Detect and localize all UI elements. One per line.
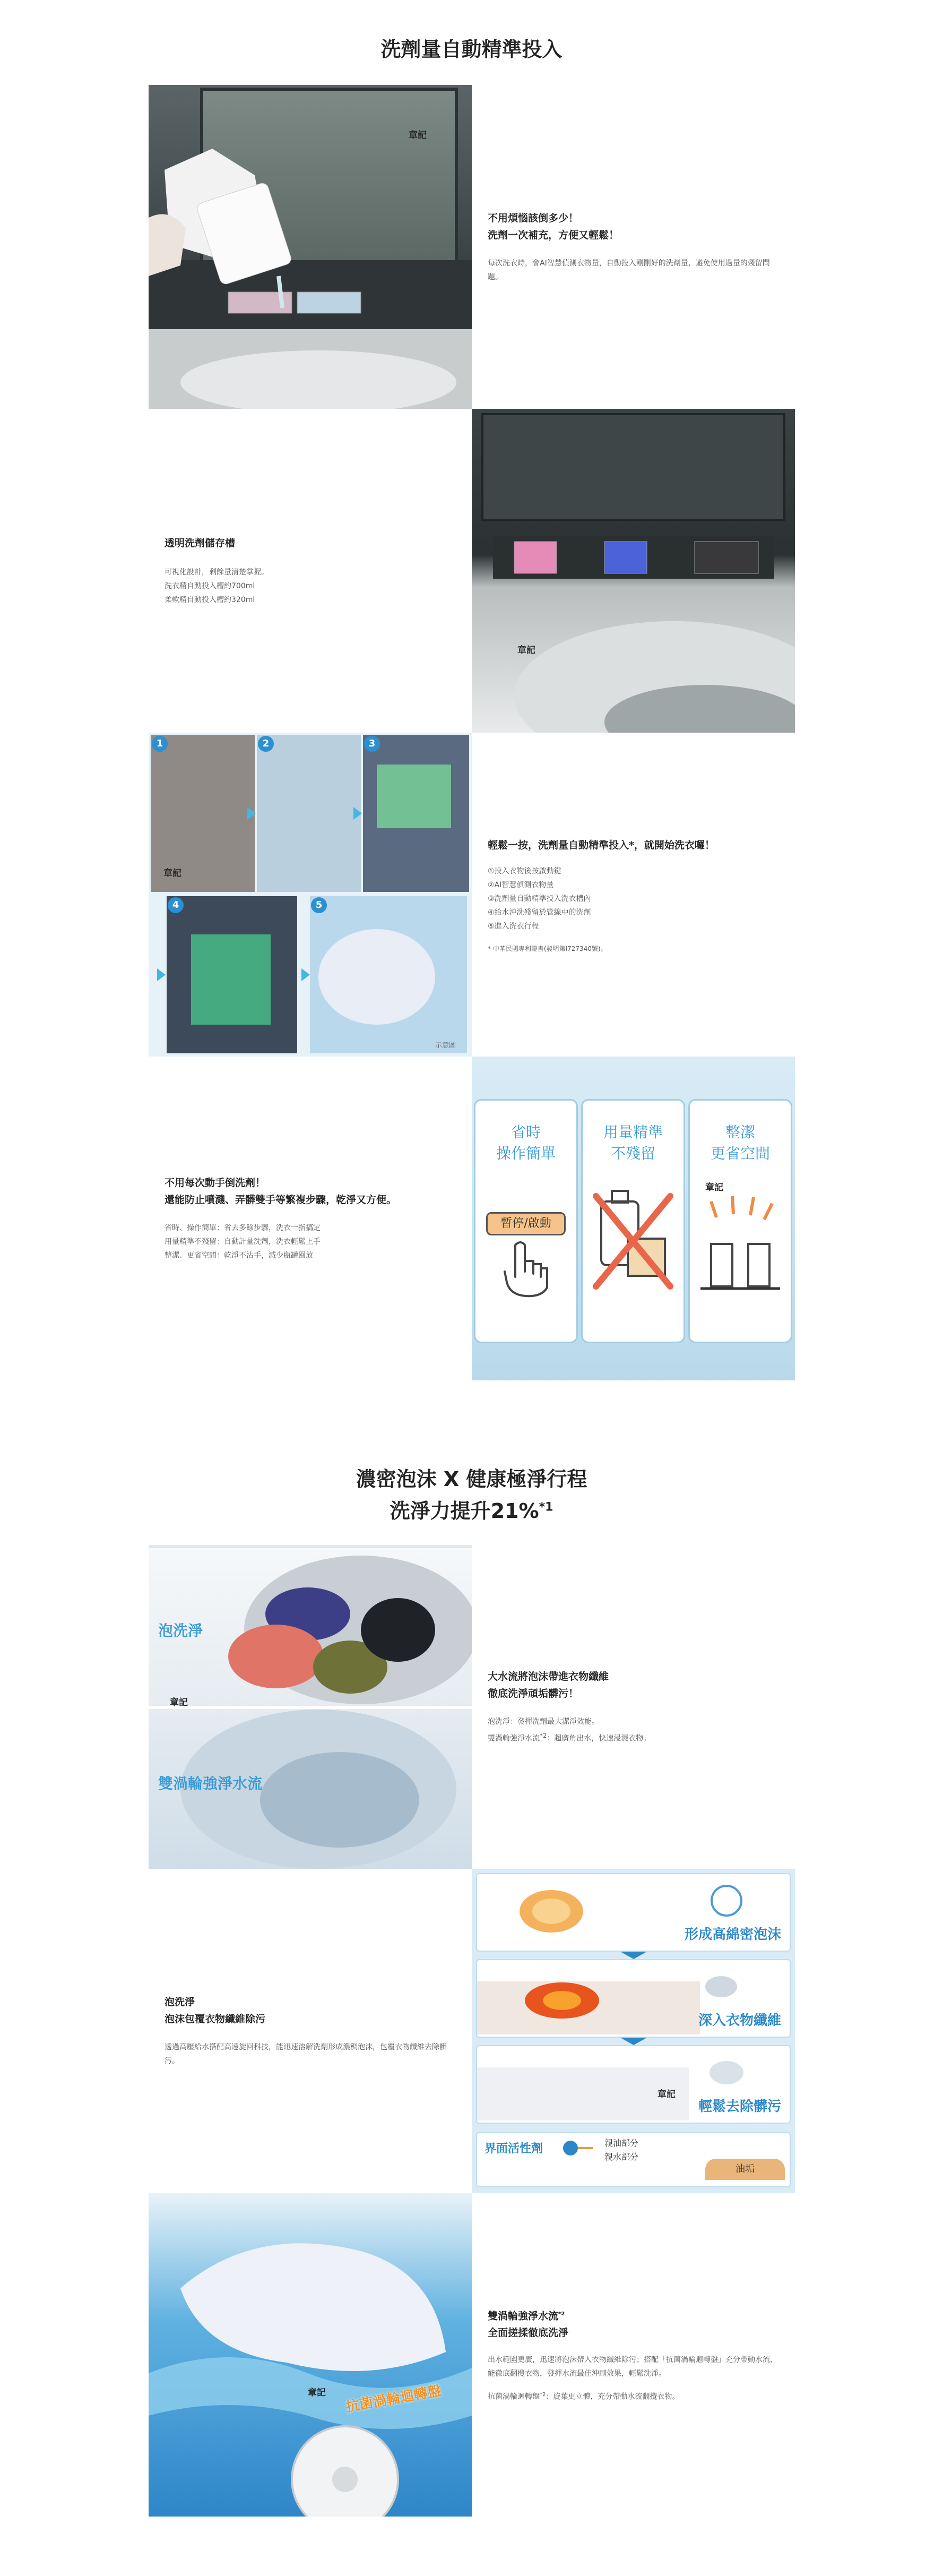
heading-line1: 不用每次動手倒洗劑！ bbox=[165, 1177, 266, 1189]
line2-part1: 雙渦輪強淨水流 bbox=[488, 1734, 540, 1743]
feature-row-foam-wash bbox=[149, 1545, 795, 1869]
surfactant-legend bbox=[476, 2132, 791, 2187]
foam-wash-label: 泡洗淨 bbox=[158, 1622, 203, 1639]
list-item: ③洗劑量自動精準投入洗衣槽內 bbox=[488, 894, 591, 903]
card-line2: 不殘留 bbox=[610, 1145, 655, 1162]
para2-part2: ：旋葉更立體，充分帶動水流翻攪衣物。 bbox=[546, 2392, 680, 2401]
heading-part1: 雙渦輪強淨水流 bbox=[488, 2309, 559, 2322]
step-label: 深入衣物纖維 bbox=[698, 2013, 781, 2029]
body-line1: 泡洗淨：發揮洗劑最大潔淨效能。 bbox=[488, 1718, 599, 1727]
body-text: 透過高壓給水搭配高速旋回科技，能迅速溶解洗劑形成濃稠泡沫，包覆衣物纖維去除髒污。 bbox=[165, 2043, 447, 2065]
para2-part1: 抗菌渦輪迴轉盤 bbox=[488, 2392, 540, 2401]
heading-line1 bbox=[488, 2306, 779, 2324]
heading-line2: 泡沫包覆衣物纖維除污 bbox=[165, 2013, 266, 2025]
feature-row-steps bbox=[149, 733, 795, 1057]
turbo-flow-photo bbox=[149, 2193, 472, 2517]
benefit-card-time bbox=[474, 1099, 578, 1343]
list-item: ②AI智慧偵測衣物量 bbox=[488, 880, 554, 889]
title-footnote: *1 bbox=[539, 1500, 553, 1514]
body-line2: 洗衣精自動投入槽約700ml bbox=[165, 582, 255, 590]
footnote-mark: *2 bbox=[540, 1732, 547, 1740]
list-item: ④給水沖洗殘留於管線中的洗劑 bbox=[488, 908, 591, 917]
body-paragraph1: 出水範圍更廣，迅速將泡沫帶入衣物纖維除污；搭配「抗菌渦輪迴轉盤」充分帶動水流，能徹底翻攪衣物，發揮水流最佳沖刷效果，輕鬆洗淨。 bbox=[488, 2355, 777, 2378]
steps-list bbox=[488, 864, 779, 933]
body-line1: 省時、操作簡單：省去多餘步驟，洗衣一指搞定 bbox=[165, 1224, 321, 1232]
stamp-label: 章記 bbox=[657, 2089, 676, 2100]
step-badge: 5 bbox=[311, 897, 327, 913]
section1-title: 洗劑量自動精準投入 bbox=[380, 38, 563, 61]
body-paragraph2 bbox=[488, 2388, 779, 2404]
card-line1: 用量精準 bbox=[603, 1123, 663, 1141]
section2-title-line2 bbox=[0, 1495, 943, 1524]
heading: 透明洗劑儲存槽 bbox=[165, 537, 236, 549]
footnote-mark: *2 bbox=[558, 2311, 565, 2317]
step-badge: 4 bbox=[168, 897, 184, 913]
card-line1: 整潔 bbox=[725, 1123, 755, 1141]
turbo-pulsator-ribbon: 抗菌渦輪迴轉盤 bbox=[344, 2383, 443, 2416]
process-step-2 bbox=[476, 1959, 791, 2038]
process-step-1 bbox=[476, 1873, 791, 1952]
foam-wash-photo bbox=[149, 1545, 472, 1869]
heading-line1: 不用煩惱該倒多少！ bbox=[488, 212, 579, 224]
foam-process-illustration bbox=[472, 1869, 795, 2193]
turbo-flow-text bbox=[472, 2193, 795, 2517]
body-line3: 整潔、更省空間：乾淨不沾手，減少瓶罐囤放 bbox=[165, 1251, 313, 1260]
card-line2: 操作簡單 bbox=[496, 1145, 556, 1162]
molecule-icon bbox=[562, 2137, 594, 2159]
body-line2: 用量精準不殘留：自動計量洗劑，洗衣輕鬆上手 bbox=[165, 1238, 321, 1246]
detergent-pour-text bbox=[472, 85, 795, 409]
pause-start-button: 暫停/啟動 bbox=[486, 1212, 566, 1235]
heading-line2: 還能防止噴濺、弄髒雙手等繁複步驟，乾淨又方便。 bbox=[165, 1194, 397, 1206]
heading-line2: 徹底洗淨頑垢髒污！ bbox=[488, 1688, 579, 1700]
storage-tank-text bbox=[149, 409, 472, 733]
benefit-card-precise bbox=[581, 1099, 685, 1343]
step-badge: 3 bbox=[364, 736, 380, 752]
step-badge: 2 bbox=[258, 736, 274, 752]
feature-row-turbo-flow bbox=[149, 2193, 795, 2517]
foam-wash-text bbox=[472, 1545, 795, 1869]
heading-line1: 大水流將泡沫帶進衣物纖維 bbox=[488, 1671, 609, 1683]
heading: 輕鬆一按，洗劑量自動精準投入*，就開始洗衣囉！ bbox=[488, 839, 715, 851]
title-text: 洗淨力提升21% bbox=[390, 1499, 539, 1523]
stamp-label: 章記 bbox=[517, 645, 535, 656]
footnote-mark: *2 bbox=[540, 2391, 546, 2398]
step-label: 輕鬆去除髒污 bbox=[698, 2099, 781, 2115]
turbo-flow-label: 雙渦輪強淨水流 bbox=[158, 1775, 263, 1792]
benefits-text bbox=[149, 1057, 472, 1380]
feature-row-detergent-pour bbox=[149, 85, 795, 409]
section2-title-line1: 濃密泡沫 X 健康極淨行程 bbox=[356, 1467, 587, 1491]
body-line3: 柔軟精自動投入槽約320ml bbox=[165, 596, 255, 604]
feature-row-foam-fiber bbox=[149, 1869, 795, 2193]
list-item: ⑤進入洗衣行程 bbox=[488, 922, 539, 931]
stamp-label: 章記 bbox=[409, 130, 427, 141]
stamp-label: 章記 bbox=[308, 2388, 326, 2398]
foam-fiber-text bbox=[149, 1869, 472, 2193]
heading-line1: 泡洗淨 bbox=[165, 1996, 195, 2008]
line2-part2: ：超廣角出水，快速浸濕衣物。 bbox=[547, 1734, 651, 1743]
no-overuse-icon bbox=[591, 1180, 676, 1297]
water-part-label: 親水部分 bbox=[604, 2152, 639, 2162]
steps-collage bbox=[149, 733, 472, 1057]
heading-line2: 洗劑一次補充，方便又輕鬆！ bbox=[488, 229, 619, 241]
detergent-pour-photo bbox=[149, 85, 472, 409]
feature-row-storage-tank bbox=[149, 409, 795, 733]
body-text: 每次洗衣時，會AI智慧偵測衣物量，自動投入剛剛好的洗劑量，避免使用過量的殘留問題。 bbox=[488, 259, 770, 281]
patent-note: * 中華民國專利證書(發明第I727340號)。 bbox=[488, 944, 607, 952]
storage-tank-photo bbox=[472, 409, 795, 733]
list-item: ①投入衣物後按啟動鍵 bbox=[488, 866, 561, 875]
stamp-label: 章記 bbox=[705, 1182, 723, 1193]
feature-row-benefits bbox=[149, 1057, 795, 1380]
stamp-label: 章記 bbox=[163, 868, 181, 879]
benefit-card-space bbox=[688, 1099, 792, 1343]
body-line1: 可視化設計，剩餘量清楚掌握。 bbox=[165, 568, 269, 577]
illustration-caption: 示意圖 bbox=[435, 1042, 456, 1050]
step-label: 形成高綿密泡沫 bbox=[684, 1927, 781, 1943]
bottles-icon bbox=[695, 1191, 785, 1297]
card-line2: 更省空間 bbox=[710, 1145, 770, 1162]
heading-line2: 全面搓揉徹底洗淨 bbox=[488, 2326, 569, 2339]
card-line1: 省時 bbox=[511, 1123, 541, 1141]
step-badge: 1 bbox=[152, 736, 168, 752]
stain-label: 油垢 bbox=[705, 2159, 785, 2180]
body-line2 bbox=[488, 1729, 779, 1746]
oil-part-label: 親油部分 bbox=[604, 2138, 639, 2148]
stamp-label: 章記 bbox=[170, 1697, 188, 1708]
steps-text bbox=[472, 733, 795, 1057]
hand-icon bbox=[494, 1240, 558, 1298]
surfactant-label: 界面活性劑 bbox=[485, 2142, 543, 2156]
process-step-3 bbox=[476, 2045, 791, 2124]
benefits-illustration bbox=[472, 1057, 795, 1380]
